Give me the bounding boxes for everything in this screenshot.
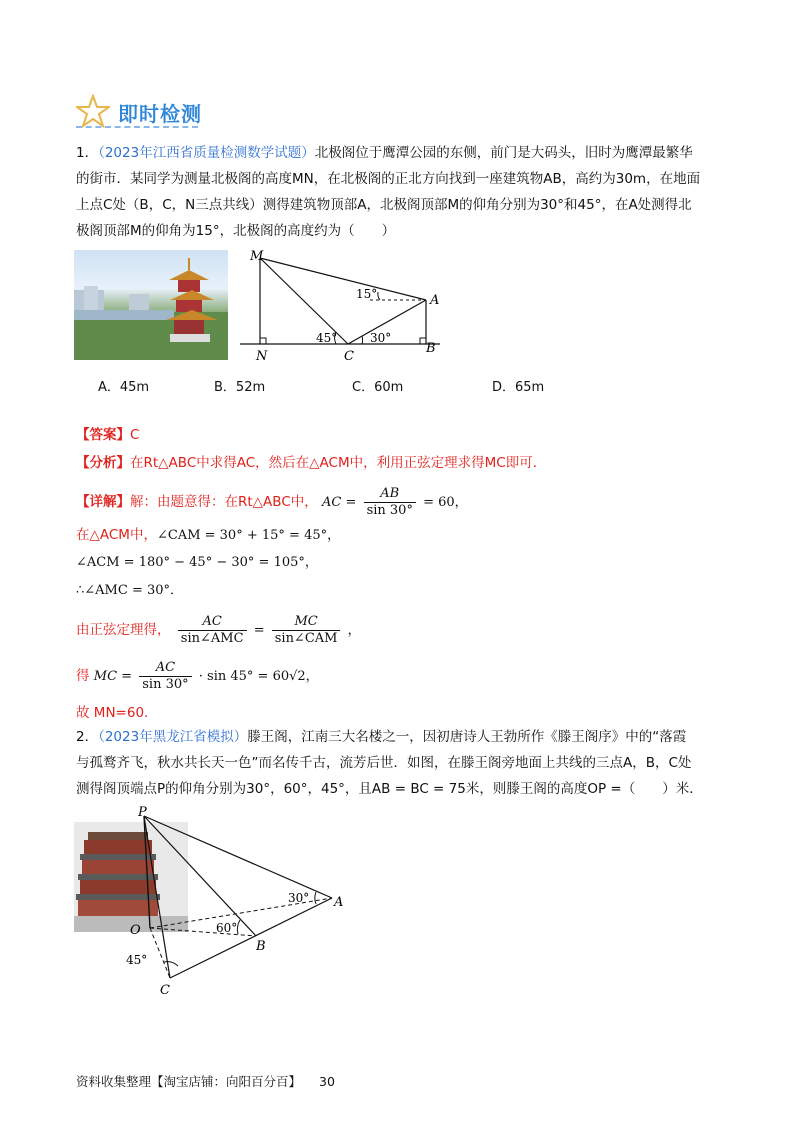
footer-text: 资料收集整理【淘宝店铺：向阳百分百】 [76,1074,302,1089]
q2-geometry-figure [120,806,360,1006]
angle-45: 45° [316,331,338,345]
q1-line4: 极阁顶部M的仰角为15°，北极阁的高度约为（ ） [76,223,396,239]
choice-a[interactable]: A．45m [98,380,150,395]
section-divider [76,126,198,128]
q1-line1: 北极阁位于鹰潭公园的东侧，前门是大码头，旧时为鹰潭最繁华 [314,145,693,161]
label-A: A [430,293,440,308]
step4-line: ∴∠AMC = 30°． [76,583,184,598]
label-P: P [138,806,147,820]
angle-15: 15° [356,287,378,301]
eq1-right: = 60， [423,495,468,510]
q2-source: （2023年黑龙江省模拟） [98,729,248,745]
label-O: O [130,923,141,938]
get-left: MC = [93,669,133,684]
detail-line [76,486,736,519]
label-M: M [250,249,264,264]
choice-b[interactable]: B．52m [214,380,266,395]
sine-num2: MC [272,614,341,631]
get-den: sin 30° [142,677,189,692]
q2-line1: 滕王阁，江南三大名楼之一，因初唐诗人王勃所作《滕王阁序》中的“落霞 [247,729,687,745]
label-C: C [344,349,354,364]
get-right: · sin 45° = 60√2， [198,669,319,684]
conclusion-line: 故 MN=60. [76,705,149,721]
choice-d[interactable]: D．65m [492,380,545,395]
choice-c[interactable]: C．60m [352,380,404,395]
q2-line2: 与孤鹜齐飞，秋水共长天一色”而名传千古，流芳后世．如图，在滕王阁旁地面上共线的三点A，B，C处 [76,755,692,771]
sine-line [76,614,736,647]
footer [76,1072,335,1090]
step2-line [76,522,736,549]
q2-line3: 测得阁顶端点P的仰角分别为30°，60°，45°，且AB = BC = 75米，则滕王阁的高度OP =（ ）米． [76,781,703,797]
label-N: N [256,349,268,364]
get-num: AC [139,660,191,677]
section-title: 即时检测 [118,102,202,126]
get-prefix: 得 [76,668,90,684]
step2-eq: ∠CAM = 30° + 15° = 45°， [156,528,341,543]
q1-text [76,140,736,244]
analysis-text: 在Rt△ABC中求得AC，然后在△ACM中，利用正弦定理求得MC即可． [130,455,547,471]
answer-tag: 【答案】 [76,427,130,443]
step2-prefix: 在△ACM中， [76,527,157,543]
label-B2: B [256,939,266,954]
step3-line: ∠ACM = 180° − 45° − 30° = 105°， [76,555,318,570]
sine-den2: sin∠CAM [274,631,338,646]
sine-eq: = [253,623,265,638]
q1-number: 1． [76,145,99,161]
q1-line3: 上点C处（B，C，N三点共线）测得建筑物顶部A，北极阁顶部M的仰角分别为30°和45°，在A处测得北 [76,197,692,213]
eq1-num: AB [364,486,416,503]
angle-30-q2: 30° [288,891,310,905]
sine-prefix: 由正弦定理得， [76,622,171,638]
sine-end: ， [347,623,361,638]
detail-intro: 解：由题意得：在Rt△ABC中， [130,494,318,510]
label-A2: A [334,895,344,910]
analysis-tag: 【分析】 [76,455,130,471]
sine-den1: sin∠AMC [180,631,244,646]
angle-45-q2: 45° [126,953,148,967]
q2-text [76,724,736,802]
q1-source: （2023年江西省质量检测数学试题） [98,145,315,161]
eq1-left: AC = [322,495,357,510]
q1-geometry-figure [240,244,450,364]
page-number: 30 [319,1074,335,1089]
label-C2: C [160,983,170,998]
eq1-den: sin 30° [366,503,413,518]
q2-number: 2． [76,729,99,745]
angle-30: 30° [370,331,392,345]
q1-line2: 的街市．某同学为测量北极阁的高度MN，在北极阁的正北方向找到一座建筑物AB，高约为30m，在地面 [76,171,701,187]
star-icon [76,94,110,128]
label-B: B [426,341,436,356]
angle-60-q2: 60° [216,921,238,935]
detail-tag: 【详解】 [76,494,130,510]
answer-value: C [130,427,140,443]
get-line [76,660,736,693]
analysis-line [76,450,736,476]
sine-num1: AC [178,614,247,631]
pavilion-photo [74,250,228,360]
answer-line [76,422,736,448]
